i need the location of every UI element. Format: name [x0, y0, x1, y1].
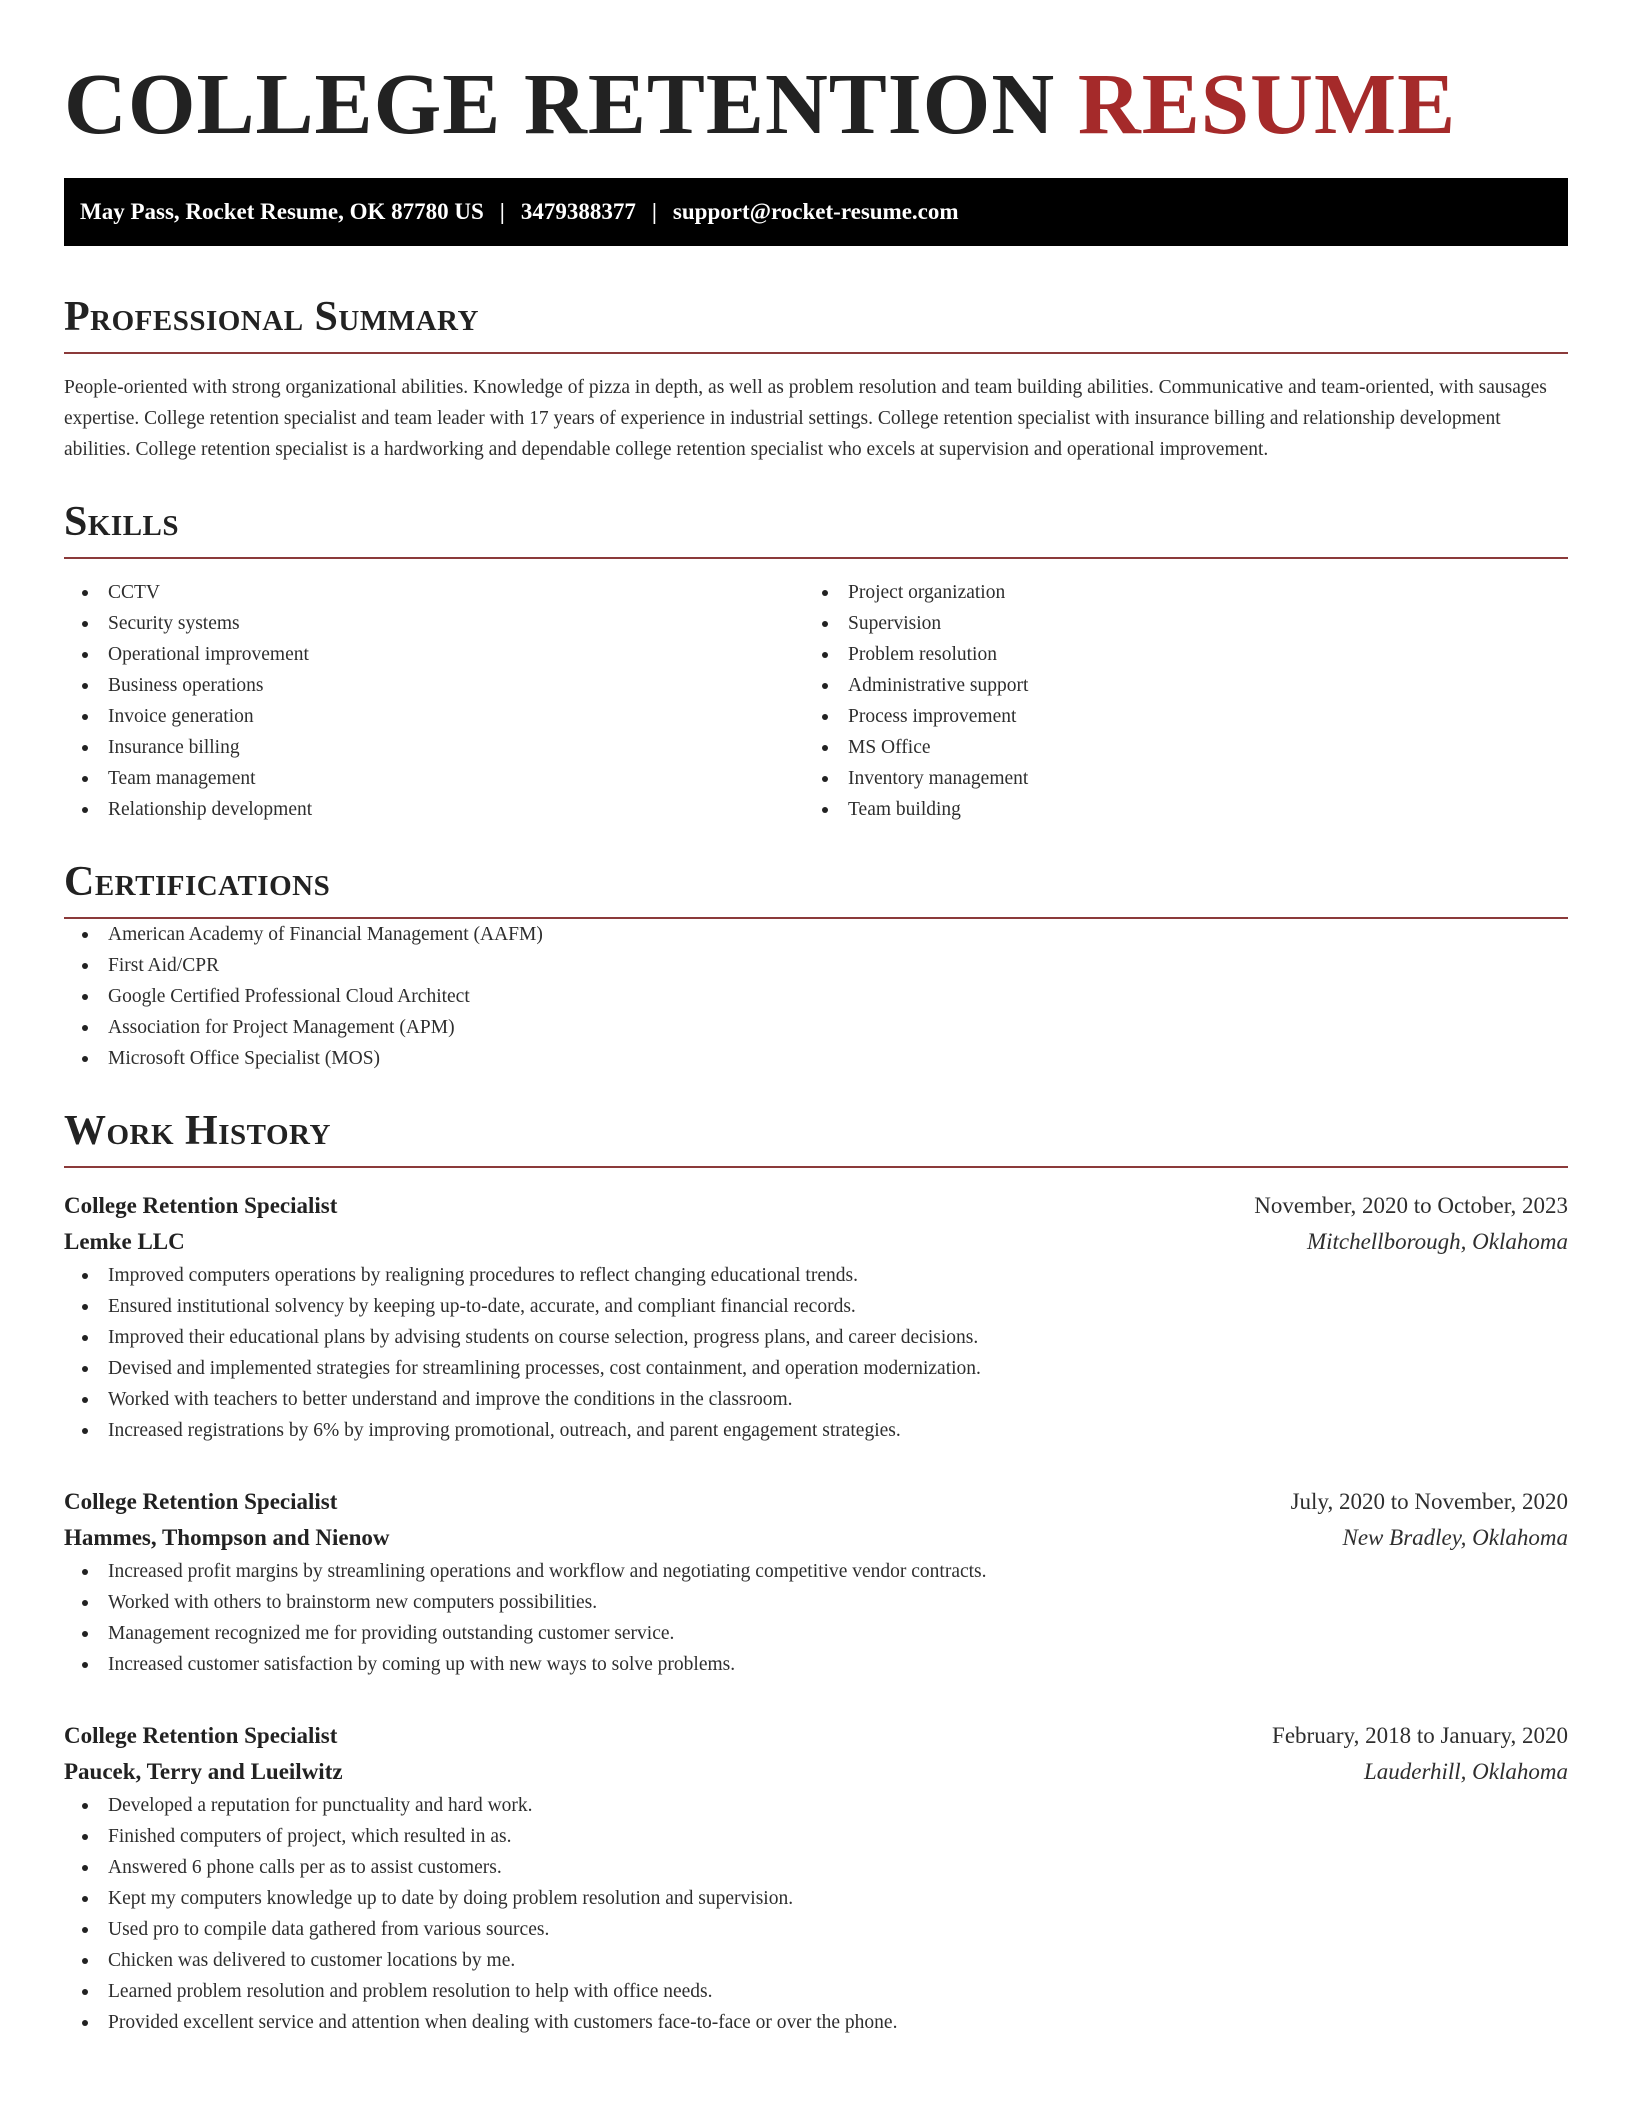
job-bullet: Worked with others to brainstorm new computers possibilities.: [64, 1587, 1568, 1618]
section-divider: [64, 557, 1568, 559]
job-bullet-list: [64, 1790, 1568, 2038]
certification-item: Microsoft Office Specialist (MOS): [64, 1043, 1568, 1074]
skills-list-right: [804, 577, 1544, 825]
skill-item: Project organization: [804, 577, 1544, 608]
job-bullet: Improved their educational plans by advising students on course selection, progress plans, and career decisions.: [64, 1322, 1568, 1353]
skills-grid: [64, 577, 1568, 825]
skill-item: Administrative support: [804, 670, 1544, 701]
job-company-row: [64, 1520, 1568, 1556]
job-bullet: Kept my computers knowledge up to date by doing problem resolution and supervision.: [64, 1883, 1568, 1914]
contact-separator: |: [651, 199, 657, 224]
skill-item: Process improvement: [804, 701, 1544, 732]
contact-separator: |: [499, 199, 505, 224]
skill-item: Business operations: [64, 670, 804, 701]
job-bullet: Answered 6 phone calls per as to assist customers.: [64, 1852, 1568, 1883]
job-entry: [64, 1484, 1568, 1680]
job-entry: [64, 1188, 1568, 1446]
contact-bar: [64, 178, 1568, 246]
job-bullet: Ensured institutional solvency by keeping up-to-date, accurate, and compliant financial records.: [64, 1291, 1568, 1322]
skill-item: CCTV: [64, 577, 804, 608]
skills-list-left: [64, 577, 804, 825]
job-bullet: Management recognized me for providing outstanding customer service.: [64, 1618, 1568, 1649]
skills-column-right: [804, 577, 1544, 825]
certification-item: Association for Project Management (APM): [64, 1012, 1568, 1043]
skills-section: [64, 497, 1568, 825]
job-company-row: [64, 1754, 1568, 1790]
job-title: College Retention Specialist: [64, 1489, 338, 1514]
job-entry: [64, 1718, 1568, 2038]
job-title: College Retention Specialist: [64, 1723, 338, 1748]
skill-item: Security systems: [64, 608, 804, 639]
skill-item: Team building: [804, 794, 1544, 825]
job-header-row: [64, 1188, 1568, 1224]
job-bullet: Increased registrations by 6% by improving promotional, outreach, and parent engagement strategies.: [64, 1415, 1568, 1446]
skill-item: Team management: [64, 763, 804, 794]
job-bullet: Increased profit margins by streamlining operations and workflow and negotiating competitive vendor contracts.: [64, 1556, 1568, 1587]
skill-item: MS Office: [804, 732, 1544, 763]
certification-item: First Aid/CPR: [64, 950, 1568, 981]
job-bullet: Increased customer satisfaction by coming up with new ways to solve problems.: [64, 1649, 1568, 1680]
job-bullet: Worked with teachers to better understand and improve the conditions in the classroom.: [64, 1384, 1568, 1415]
skill-item: Inventory management: [804, 763, 1544, 794]
section-divider: [64, 352, 1568, 354]
certifications-list: [64, 919, 1568, 1074]
certification-item: American Academy of Financial Management (AAFM): [64, 919, 1568, 950]
contact-address: May Pass, Rocket Resume, OK 87780 US: [80, 199, 484, 224]
skills-heading: Skills: [64, 499, 180, 545]
job-company-row: [64, 1224, 1568, 1260]
contact-email: support@rocket-resume.com: [672, 199, 959, 224]
job-bullet: Developed a reputation for punctuality and hard work.: [64, 1790, 1568, 1821]
job-bullet-list: [64, 1556, 1568, 1680]
resume-title-accent: RESUME: [1077, 55, 1457, 152]
job-bullet: Devised and implemented strategies for streamlining processes, cost containment, and operation modernization.: [64, 1353, 1568, 1384]
skills-column-left: [64, 577, 804, 825]
certifications-heading: Certifications: [64, 859, 331, 905]
job-company: Hammes, Thompson and Nienow: [64, 1525, 390, 1550]
skill-item: Supervision: [804, 608, 1544, 639]
job-header-row: [64, 1484, 1568, 1520]
job-bullet: Improved computers operations by realigning procedures to reflect changing educational trends.: [64, 1260, 1568, 1291]
job-bullet: Learned problem resolution and problem resolution to help with office needs.: [64, 1976, 1568, 2007]
job-bullet: Chicken was delivered to customer locations by me.: [64, 1945, 1568, 1976]
skill-item: Invoice generation: [64, 701, 804, 732]
job-title: College Retention Specialist: [64, 1193, 338, 1218]
section-divider: [64, 1166, 1568, 1168]
work-history-section: [64, 1106, 1568, 2038]
resume-title-main: COLLEGE RETENTION: [64, 55, 1056, 152]
resume-title: [64, 55, 1568, 152]
summary-section: [64, 292, 1568, 465]
job-company: Paucek, Terry and Lueilwitz: [64, 1759, 343, 1784]
job-header-row: [64, 1718, 1568, 1754]
contact-phone: 3479388377: [520, 199, 636, 224]
work-history-heading: Work History: [64, 1108, 331, 1154]
skill-item: Operational improvement: [64, 639, 804, 670]
job-bullet: Used pro to compile data gathered from various sources.: [64, 1914, 1568, 1945]
certifications-section: [64, 857, 1568, 1074]
summary-text: People-oriented with strong organizational abilities. Knowledge of pizza in depth, as well as problem resolution and team building abilities. Communicative and team-oriented, with sausages expertise. College retention specialist and team leader with 17 years of experience in industrial settings. College retention specialist with insurance billing and relationship development abilities. College retention specialist is a hardworking and dependable college retention specialist who excels at supervision and operational improvement.: [64, 377, 1547, 460]
job-bullet-list: [64, 1260, 1568, 1446]
job-location: New Bradley, Oklahoma: [1342, 1525, 1568, 1550]
job-dates: July, 2020 to November, 2020: [1290, 1489, 1568, 1514]
job-dates: November, 2020 to October, 2023: [1254, 1193, 1568, 1218]
certification-item: Google Certified Professional Cloud Architect: [64, 981, 1568, 1012]
skill-item: Relationship development: [64, 794, 804, 825]
job-location: Mitchellborough, Oklahoma: [1306, 1229, 1568, 1254]
skill-item: Problem resolution: [804, 639, 1544, 670]
job-dates: February, 2018 to January, 2020: [1272, 1723, 1568, 1748]
job-company: Lemke LLC: [64, 1229, 185, 1254]
job-bullet: Provided excellent service and attention when dealing with customers face-to-face or over the phone.: [64, 2007, 1568, 2038]
skill-item: Insurance billing: [64, 732, 804, 763]
job-location: Lauderhill, Oklahoma: [1363, 1759, 1568, 1784]
summary-heading: Professional Summary: [64, 294, 479, 340]
job-bullet: Finished computers of project, which resulted in as.: [64, 1821, 1568, 1852]
